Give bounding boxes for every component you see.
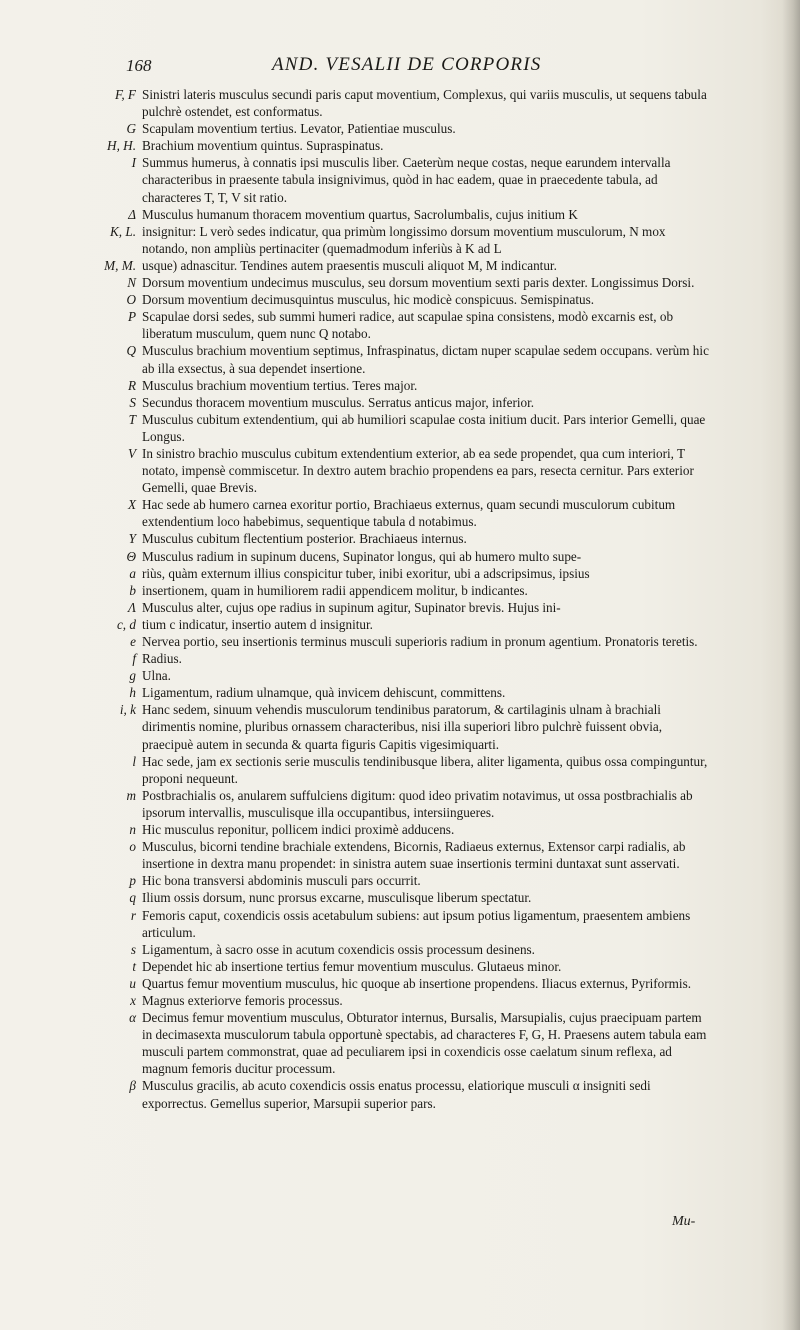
legend-entry [80, 701, 710, 752]
legend-entry [80, 975, 710, 992]
legend-entry [80, 206, 710, 223]
legend-entry [80, 633, 710, 650]
catchword: Mu- [672, 1214, 696, 1229]
legend-entry [80, 342, 710, 376]
entry-key: G [126, 121, 136, 137]
entry-key: g [129, 668, 136, 684]
entry-text: Musculus brachium moventium tertius. Teres major. [142, 377, 418, 393]
entry-key: M, M. [104, 257, 136, 273]
entry-text: Musculus brachium moventium septimus, Infraspinatus, dictam nuper scapulae sedem occupans. verùm hic ab illa exsectus, à sua dependet insertione. [142, 343, 709, 376]
entry-key: s [130, 941, 136, 957]
legend-entry [80, 599, 710, 616]
entry-text: Ligamentum, radium ulnamque, quà invicem dehiscunt, committens. [142, 685, 506, 701]
entry-text: Scapulae dorsi sedes, sub summi humeri radice, aut scapulae spina consistens, modò excarnis est, ob liberatum musculum, quem nunc Q notabo. [142, 309, 674, 342]
running-head: AND. VESALII DE CORPORIS [272, 54, 542, 75]
entry-key: h [129, 685, 136, 701]
entry-key: V [127, 445, 136, 461]
entry-text: Magnus exteriorve femoris processus. [142, 992, 343, 1008]
entry-key: R [127, 377, 136, 393]
legend-entry [80, 872, 710, 889]
entry-text: Hac sede, jam ex sectionis serie musculis tendinibusque libera, aliter ligamenta, quibus ossa compinguntur, proponi nequeunt. [142, 753, 708, 786]
entry-text: insignitur: L verò sedes indicatur, qua primùm longissimo dorsum moventium musculorum, N mox notando, non ampliùs pertinaciter (quemadmodum inferiùs à K ad L [142, 223, 666, 256]
entry-key: o [129, 839, 136, 855]
legend-entry [80, 308, 710, 342]
legend-entry [80, 565, 710, 582]
legend-entry [80, 667, 710, 684]
legend-entry [80, 154, 710, 205]
entry-text: Secundus thoracem moventium musculus. Serratus anticus major, inferior. [142, 394, 535, 410]
page-number: 168 [126, 56, 152, 75]
entry-key: N [127, 275, 136, 291]
legend-entry [80, 291, 710, 308]
legend-entry [80, 582, 710, 599]
entry-key: K, L. [109, 223, 136, 239]
legend-entry [80, 530, 710, 547]
entry-text: Musculus radium in supinum ducens, Supinator longus, qui ab humero multo supe- [142, 548, 582, 564]
entry-text: Femoris caput, coxendicis ossis acetabulum subiens: aut ipsum potius ligamentum, praesentem ambiens articulum. [142, 907, 691, 940]
entry-text: Dependet hic ab insertione tertius femur moventium musculus. Glutaeus minor. [142, 958, 562, 974]
entry-text: Hanc sedem, sinuum vehendis musculorum tendinibus paratorum, & cartilaginis ulnam à brachiali dirimentis nomine, pluribus ornassem characteribus, nisi illa superiori libro pulchrè fuissent obvia, praecipuè autem in secunda & quarta figuris Capitis vigesimiquarti. [142, 702, 663, 752]
entry-key: x [130, 992, 136, 1008]
entry-key: F, F [114, 87, 136, 102]
legend-entry [80, 377, 710, 394]
entry-text: Musculus, bicorni tendine brachiale extendens, Bicornis, Radiaeus externus, Extensor carpi radialis, ab insertione in dextra manu propendet: in sinistra autem suae insertionis termini duntaxat sunt asservati. [142, 839, 686, 872]
entry-key: r [130, 907, 136, 923]
entry-key: p [129, 873, 136, 889]
legend-entry [80, 394, 710, 411]
entry-key: e [130, 634, 136, 649]
entry-key: c, d [116, 616, 136, 632]
legend-entry [80, 137, 710, 154]
entry-key: Q [126, 343, 136, 359]
page-header [120, 54, 700, 80]
entry-key: T [128, 411, 136, 427]
entry-text: Sinistri lateris musculus secundi paris caput moventium, Complexus, qui variis musculis, ut sequens tabula pulchrè ostendet, est conformatus. [142, 87, 707, 120]
entry-key: S [129, 394, 136, 410]
entry-text: In sinistro brachio musculus cubitum extendentium exterior, ab ea sede propendet, qua cum interiori, T notato, impensè commiscetur. In dextro autem brachio propendens ea pars, resecta cernitur. Pars exterior Gemelli, quae Brevis. [142, 445, 694, 496]
entry-key: I [131, 155, 136, 171]
page-edge-shadow [782, 0, 800, 1330]
entry-text: Musculus alter, cujus ope radius in supinum agitur, Supinator brevis. Hujus ini- [142, 599, 561, 615]
entry-key: O [126, 292, 136, 308]
entry-text: Nervea portio, seu insertionis terminus musculi superioris radium in pronum agentium. Pronatoris teretis. [142, 634, 698, 649]
legend-entry [80, 821, 710, 838]
entry-text: Brachium moventium quintus. Supraspinatus. [142, 138, 384, 154]
legend-entry [80, 616, 710, 633]
entry-text: Summus humerus, à connatis ipsi musculis liber. Caeterùm neque costas, neque earundem intervalla characteribus in praesente tabula insignivimus, quòd in hac eadem, quae in praecedente tabula, ad characteres T, T, V sit ratio. [142, 155, 671, 205]
legend-entry [80, 274, 710, 291]
entry-text: Decimus femur moventium musculus, Obturator internus, Bursalis, Marsupialis, cujus praecipuam partem in decimasexta musculorum tabula opportunè spectabis, ad characteres F, G, H. Praesens autem tabula eam musculi partem commonstrat, quae ad peculiarem ipsi in coxendicis osse caelatum sinum reflexa, ad magnum femoris ducitur processum. [142, 1010, 707, 1077]
entry-key: β [129, 1078, 136, 1094]
entry-key: m [126, 787, 136, 803]
entry-key: i, k [119, 702, 136, 718]
entry-text: Scapulam moventium tertius. Levator, Patientiae musculus. [142, 121, 456, 137]
legend-entry [80, 445, 710, 496]
entry-text: Hic musculus reponitur, pollicem indici proximè adducens. [142, 822, 455, 838]
legend-entry [80, 1009, 710, 1077]
entry-key: f [132, 651, 136, 667]
legend-entry [80, 86, 710, 120]
entry-text: Musculus cubitum extendentium, qui ab humiliori scapulae costa initium ducit. Pars interior Gemelli, quae Longus. [142, 411, 706, 444]
legend-entry [80, 684, 710, 701]
entry-key: X [127, 497, 136, 513]
entry-text: Hac sede ab humero carnea exoritur portio, Brachiaeus externus, quam secundi musculorum cubitum extendentium loco habebimus, sequentique tabula d notabimus. [142, 497, 676, 530]
entry-text: insertionem, quam in humiliorem radii appendicem molitur, b indicantes. [142, 582, 528, 598]
entry-key: Θ [126, 548, 136, 564]
legend-entry [80, 257, 710, 274]
entry-text: Ulna. [142, 668, 171, 684]
entry-key: t [132, 958, 136, 974]
entry-text: Dorsum moventium decimusquintus musculus, hic modicè conspicuus. Semispinatus. [142, 292, 595, 308]
legend-entry [80, 889, 710, 906]
legend-entry [80, 992, 710, 1009]
entry-key: H, H. [107, 138, 136, 154]
legend-entry [80, 838, 710, 872]
entry-key: P [127, 309, 136, 325]
legend-entry [80, 958, 710, 975]
entry-key: α [129, 1010, 136, 1026]
entry-text: Musculus gracilis, ab acuto coxendicis ossis enatus processu, elatiorique musculi α insigniti sedi exporrectus. Gemellus superior, Marsupii superior pars. [142, 1078, 651, 1111]
entry-text: Musculus cubitum flectentium posterior. Brachiaeus internus. [142, 531, 467, 547]
entry-text: Musculus humanum thoracem moventium quartus, Sacrolumbalis, cujus initium K [142, 206, 578, 222]
entry-key: Δ [128, 206, 136, 222]
legend-entry [80, 650, 710, 667]
entry-text: Ligamentum, à sacro osse in acutum coxendicis ossis processum desinens. [142, 941, 535, 957]
legend-entry [80, 120, 710, 137]
entry-key: Λ [128, 599, 136, 615]
legend-entry [80, 411, 710, 445]
entry-text: Quartus femur moventium musculus, hic quoque ab insertione propendens. Iliacus externus, Pyriformis. [142, 975, 692, 991]
entry-key: Y [128, 531, 136, 547]
legend-entry [80, 907, 710, 941]
entry-text: tium c indicatur, insertio autem d insignitur. [142, 616, 373, 632]
entry-text: riùs, quàm externum illius conspicitur tuber, inibi exoritur, ubi a adscripsimus, ipsius [142, 565, 590, 581]
entry-text: usque) adnascitur. Tendines autem praesentis musculi aliquot M, M indicantur. [142, 257, 557, 273]
legend-entry [80, 941, 710, 958]
entry-text: Radius. [142, 651, 182, 667]
entry-text: Hic bona transversi abdominis musculi pars occurrit. [142, 873, 421, 889]
entry-text: Dorsum moventium undecimus musculus, seu dorsum moventium sexti paris dexter. Longissimus Dorsi. [142, 275, 695, 291]
entry-key: l [132, 753, 136, 769]
legend-entry [80, 753, 710, 787]
legend-entry [80, 548, 710, 565]
legend-entry [80, 496, 710, 530]
legend-entry [80, 1077, 710, 1111]
legend-entry [80, 787, 710, 821]
entry-key: a [129, 565, 136, 581]
entry-key: u [129, 975, 136, 991]
legend-entries [80, 86, 710, 1112]
entry-key: n [129, 822, 136, 838]
entry-key: q [129, 890, 136, 906]
legend-entry [80, 223, 710, 257]
entry-text: Postbrachialis os, anularem suffulciens digitum: quod ideo privatim notavimus, ut ossa postbrachialis ab ipsorum intervallis, musculisque illa occupantibus, intersiingueres. [142, 787, 693, 820]
entry-text: Ilium ossis dorsum, nunc prorsus excarne, musculisque liberum spectatur. [142, 890, 532, 906]
entry-key: b [129, 582, 136, 598]
